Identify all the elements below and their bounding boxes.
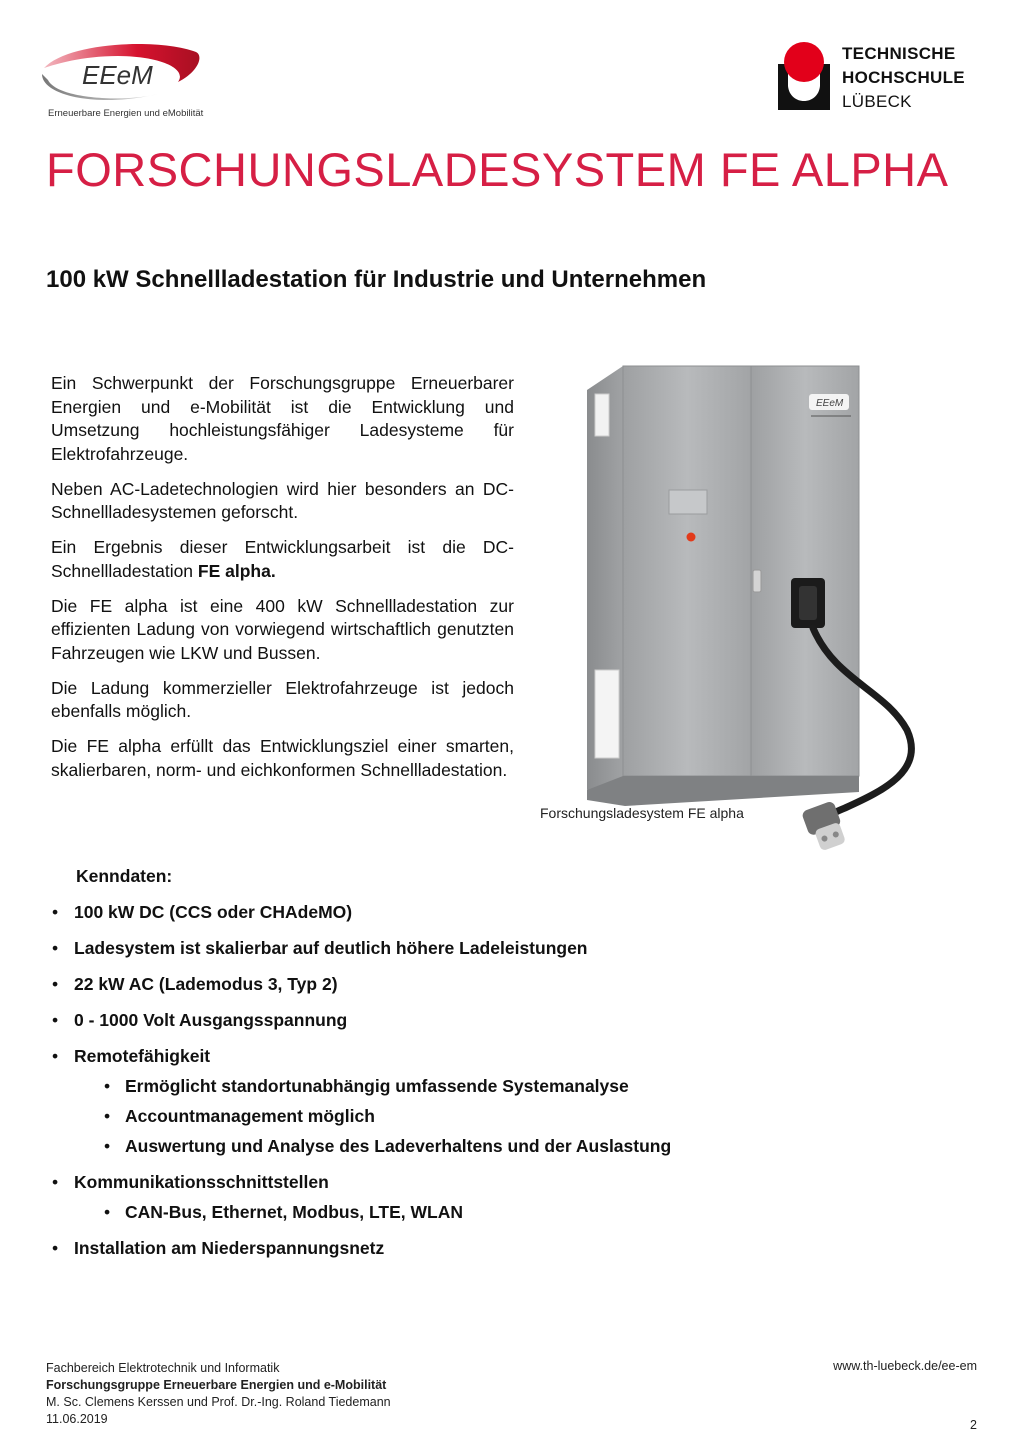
spec-item-remote: [46, 1045, 806, 1157]
intro-paragraph-1: Ein Schwerpunkt der Forschungsgruppe Erneuerbarer Energien und e-Mobilität ist die Entwicklung und Umsetzung hochleistungsfähiger Ladesysteme für Elektrofahrzeuge.: [51, 373, 514, 464]
intro-paragraph-4: Die FE alpha ist eine 400 kW Schnellladestation zur effizienten Ladung von vorwiegend wirtschaftlich genutzten Fahrzeugen wie LKW und Bussen.: [51, 595, 514, 663]
communication-sub-list: [74, 1201, 806, 1223]
spec-item: • 100 kW DC (CCS oder CHAdeMO): [46, 901, 806, 923]
page-subtitle: 100 kW Schnellladestation für Industrie und Unternehmen: [46, 266, 707, 293]
spec-item: • Installation am Niederspannungsnetz: [46, 1237, 806, 1259]
spec-sub-item: • Accountmanagement möglich: [74, 1105, 806, 1127]
key-data-heading: Kenndaten:: [76, 866, 173, 886]
spec-sub-item: • CAN-Bus, Ethernet, Modbus, LTE, WLAN: [74, 1201, 806, 1223]
intro-paragraph-3-product: FE alpha.: [197, 560, 276, 581]
spec-sub-item: • Ermöglicht standortunabhängig umfassende Systemanalyse: [74, 1075, 806, 1097]
eeem-logo-tagline: Erneuerbare Energien und eMobilität: [48, 108, 204, 119]
footer-department: Fachbereich Elektrotechnik und Informatik: [46, 1361, 280, 1375]
spec-item: • Ladesystem ist skalierbar auf deutlich höhere Ladeleistungen: [46, 937, 806, 959]
intro-text: [51, 372, 514, 794]
spec-sub-item: • Auswertung und Analyse des Ladeverhaltens und der Auslastung: [74, 1135, 806, 1157]
footer-authors: M. Sc. Clemens Kerssen und Prof. Dr.-Ing. Roland Tiedemann: [46, 1395, 391, 1409]
spec-item: • 22 kW AC (Lademodus 3, Typ 2): [46, 973, 806, 995]
eeem-logo-text: EEeM: [82, 60, 153, 90]
spec-item-communication: [46, 1171, 806, 1223]
th-logo-line-2: HOCHSCHULE: [842, 68, 965, 87]
intro-paragraph-3: [51, 536, 514, 583]
figure-caption: Forschungsladesystem FE alpha: [540, 805, 744, 821]
spec-item-label: Kommunikationsschnittstellen: [74, 1172, 329, 1192]
footer-research-group: Forschungsgruppe Erneuerbare Energien und e-Mobilität: [46, 1378, 387, 1392]
th-logo-line-1: TECHNISCHE: [842, 44, 956, 63]
th-logo-line-3: LÜBECK: [842, 92, 912, 111]
intro-paragraph-6: Die FE alpha erfüllt das Entwicklungsziel einer smarten, skalierbaren, norm- und eichkonformen Schnellladestation.: [51, 736, 514, 780]
intro-paragraph-2: Neben AC-Ladetechnologien wird hier besonders an DC-Schnellladesystemen geforscht.: [51, 478, 514, 522]
remote-sub-list: [74, 1075, 806, 1157]
cabinet-logo-text: EEeM: [816, 398, 844, 409]
charging-cabinet-image: [585, 360, 920, 870]
intro-paragraph-5: Die Ladung kommerzieller Elektrofahrzeuge ist jedoch ebenfalls möglich.: [51, 677, 514, 721]
intro-paragraph-3-text: Ein Ergebnis dieser Entwicklungsarbeit ist die DC-Schnellladestation: [51, 537, 514, 581]
key-data-section: [46, 866, 806, 1273]
footer: [46, 1360, 391, 1428]
th-luebeck-logo: [776, 40, 832, 114]
footer-date: 11.06.2019: [46, 1412, 108, 1426]
page-number: 2: [970, 1418, 977, 1432]
spec-item-label: Remotefähigkeit: [74, 1046, 211, 1066]
page-title: FORSCHUNGSLADESYSTEM FE ALPHA: [46, 143, 949, 196]
footer-url: www.th-luebeck.de/ee-em: [833, 1359, 977, 1373]
spec-item: • 0 - 1000 Volt Ausgangsspannung: [46, 1009, 806, 1031]
